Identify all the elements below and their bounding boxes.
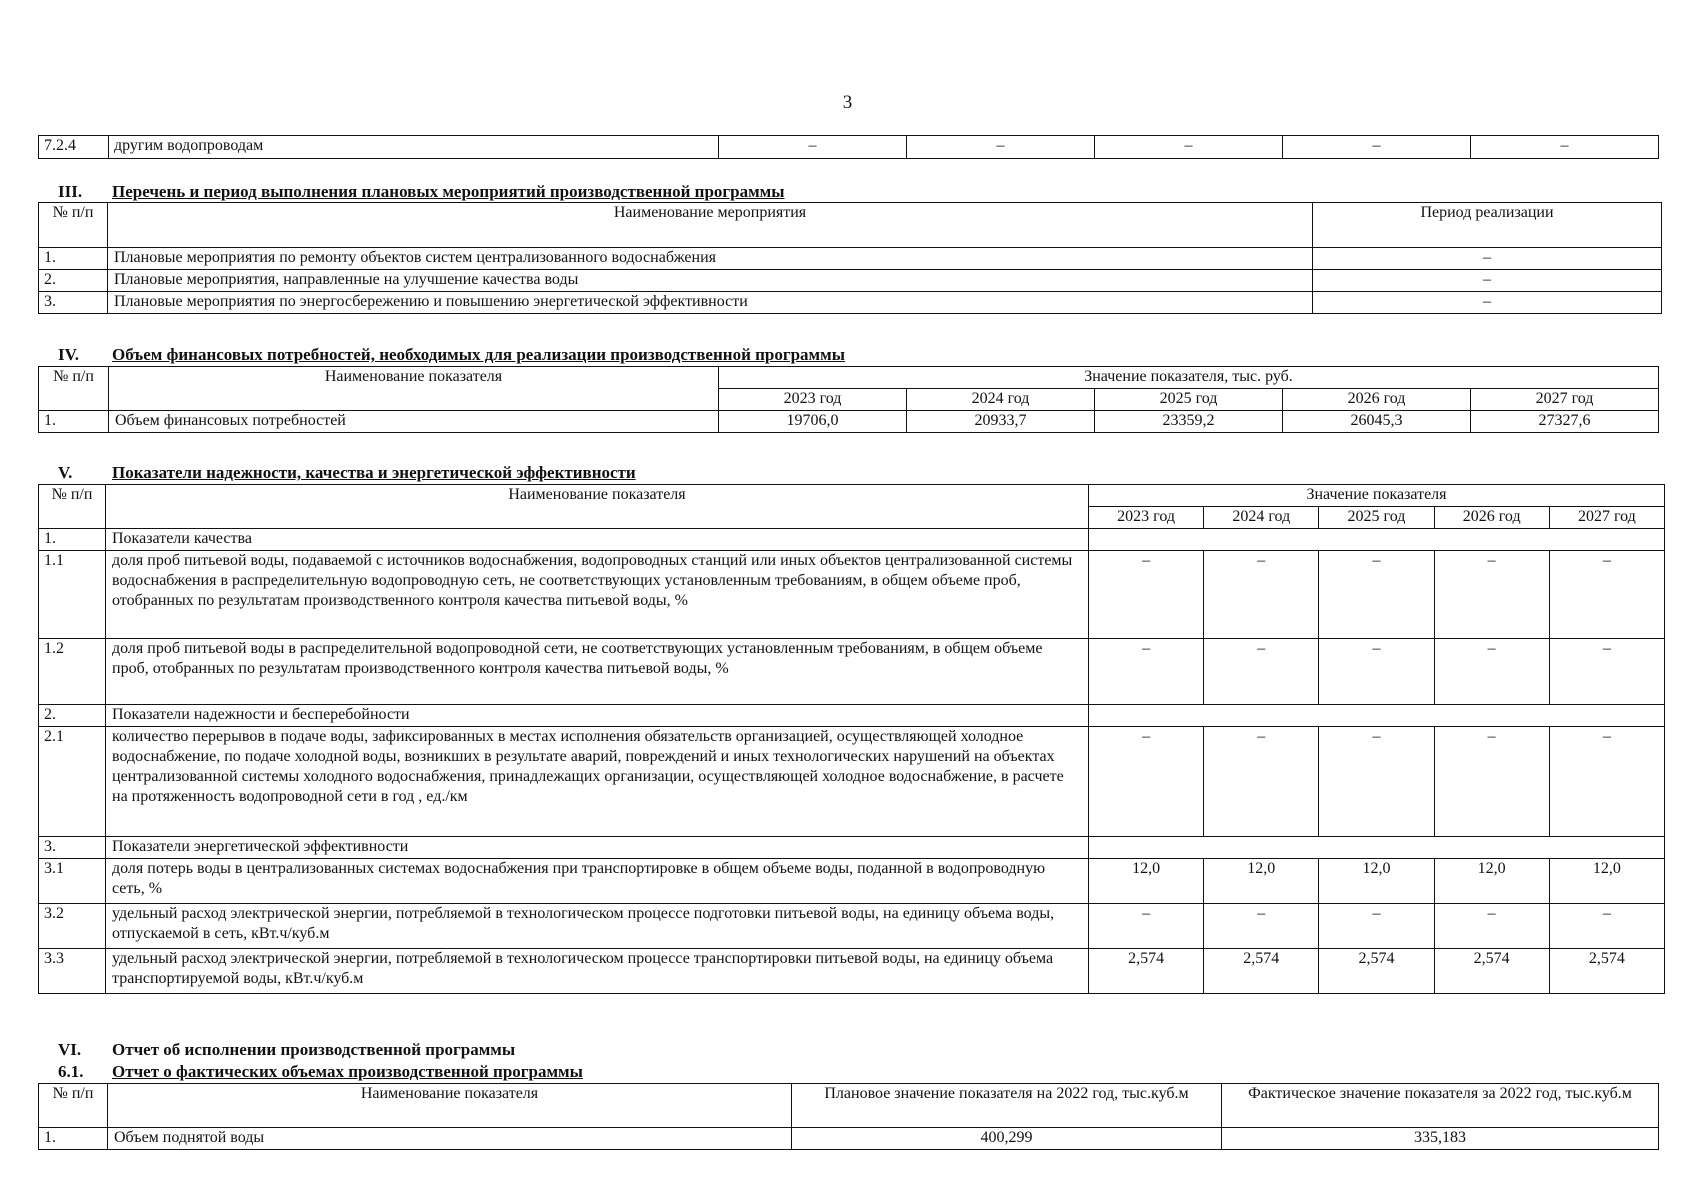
section-number: 6.1. [58, 1062, 84, 1081]
table-row [39, 1128, 1659, 1150]
section-6-1-heading [58, 1063, 583, 1081]
row-value: 2,574 [1434, 949, 1549, 994]
col-name-header: Наименование показателя [106, 485, 1089, 529]
row-value: – [1549, 904, 1664, 949]
section-number: V. [58, 463, 73, 482]
table-row [39, 705, 1665, 727]
row-name: доля потерь воды в централизованных системах водоснабжения при транспортировке в общем объеме воды, поданной в водопроводную сеть, % [106, 859, 1089, 904]
year-header: 2026 год [1283, 389, 1471, 411]
section-6-heading [58, 1041, 515, 1059]
col-num-header: № п/п [39, 485, 106, 529]
col-value-header: Значение показателя, тыс. руб. [719, 367, 1659, 389]
row-value: – [1319, 639, 1434, 705]
col-period-header: Период реализации [1313, 203, 1662, 248]
row-name: Объем финансовых потребностей [109, 411, 719, 433]
row-name: Плановые мероприятия по ремонту объектов систем централизованного водоснабжения [108, 248, 1313, 270]
row-value: – [1204, 904, 1319, 949]
row-num: 1. [39, 529, 106, 551]
section-number: IV. [58, 345, 79, 364]
section-number: VI. [58, 1040, 82, 1059]
col-num-header: № п/п [39, 367, 109, 411]
row-name: доля проб питьевой воды в распределительной водопроводной сети, не соответствующих установленным требованиям, в общем объеме проб, отобранных по результатам производственного контроля качества питьевой воды, % [106, 639, 1089, 705]
row-period: – [1313, 292, 1662, 314]
section-title: Отчет о фактических объемах производственной программы [112, 1062, 583, 1081]
year-header: 2023 год [1089, 507, 1204, 529]
row-value: 2,574 [1204, 949, 1319, 994]
row-name: количество перерывов в подаче воды, зафиксированных в местах исполнения обязательств организацией, осуществляющей холодное водоснабжение, по подаче холодной воды, возникших в результате аварий, повреждений и иных технологических нарушений на объектах централизованной системы холодного водоснабжения, принадлежащих организации, осуществляющей холодное водоснабжение, в расчете на протяженность водопроводной сети в год , ед./км [106, 727, 1089, 837]
row-name: удельный расход электрической энергии, потребляемой в технологическом процессе транспортировки питьевой воды, на единицу объема транспортируемой воды, кВт.ч/куб.м [106, 949, 1089, 994]
row-num: 2.1 [39, 727, 106, 837]
group-empty-cell [1089, 705, 1665, 727]
group-empty-cell [1089, 837, 1665, 859]
group-empty-cell [1089, 529, 1665, 551]
section-3-table [38, 202, 1662, 314]
row-value: – [907, 136, 1095, 159]
row-num: 1.2 [39, 639, 106, 705]
col-fact-header: Фактическое значение показателя за 2022 год, тыс.куб.м [1222, 1084, 1659, 1128]
table-row [39, 949, 1665, 994]
row-value: – [1549, 639, 1664, 705]
col-name-header: Наименование мероприятия [108, 203, 1313, 248]
table-row [39, 411, 1659, 433]
section-3-heading [58, 183, 785, 201]
year-header: 2027 год [1471, 389, 1659, 411]
row-name: Показатели надежности и бесперебойности [106, 705, 1089, 727]
row-value: 12,0 [1089, 859, 1204, 904]
table-row [39, 639, 1665, 705]
row-value: – [1434, 904, 1549, 949]
section-title: Показатели надежности, качества и энергетической эффективности [112, 463, 636, 482]
row-value: – [1204, 639, 1319, 705]
row-value: 23359,2 [1095, 411, 1283, 433]
row-num: 2. [39, 270, 108, 292]
section-title: Перечень и период выполнения плановых мероприятий производственной программы [112, 182, 785, 201]
row-period: – [1313, 270, 1662, 292]
section-title: Отчет об исполнении производственной программы [112, 1040, 516, 1059]
table-row [39, 248, 1662, 270]
row-period: – [1313, 248, 1662, 270]
page-number: 3 [842, 92, 853, 113]
row-name: Показатели энергетической эффективности [106, 837, 1089, 859]
section-5-table [38, 484, 1665, 994]
table-row [39, 727, 1665, 837]
section-number: III. [58, 182, 83, 201]
year-header: 2023 год [719, 389, 907, 411]
row-value: 19706,0 [719, 411, 907, 433]
year-header: 2027 год [1549, 507, 1664, 529]
row-value: – [1549, 727, 1664, 837]
row-value: – [1434, 727, 1549, 837]
row-name: Плановые мероприятия, направленные на улучшение качества воды [108, 270, 1313, 292]
col-name-header: Наименование показателя [109, 367, 719, 411]
section-6-1-table [38, 1083, 1659, 1150]
row-value: – [1095, 136, 1283, 159]
table-row [39, 292, 1662, 314]
year-header: 2026 год [1434, 507, 1549, 529]
row-num: 1. [39, 1128, 108, 1150]
table-row [39, 529, 1665, 551]
row-value: – [1283, 136, 1471, 159]
row-code: 7.2.4 [39, 136, 109, 159]
row-value: – [1471, 136, 1659, 159]
row-value: 27327,6 [1471, 411, 1659, 433]
table-row [39, 837, 1665, 859]
row-num: 3. [39, 837, 106, 859]
row-name: Показатели качества [106, 529, 1089, 551]
section-4-heading [58, 346, 845, 364]
row-value: – [1549, 551, 1664, 639]
row-name: Объем поднятой воды [108, 1128, 792, 1150]
row-num: 3.3 [39, 949, 106, 994]
row-value: – [719, 136, 907, 159]
col-plan-header: Плановое значение показателя на 2022 год, тыс.куб.м [792, 1084, 1222, 1128]
year-header: 2025 год [1095, 389, 1283, 411]
table-row [39, 904, 1665, 949]
row-value: – [1319, 904, 1434, 949]
top-row-table [38, 135, 1659, 159]
row-name: доля проб питьевой воды, подаваемой с источников водоснабжения, водопроводных станций или иных объектов централизованной системы водоснабжения в распределительную водопроводную сеть, не соответствующих установленным требованиям, в общем объеме проб, отобранных по результатам производственного контроля качества питьевой воды, % [106, 551, 1089, 639]
row-name: удельный расход электрической энергии, потребляемой в технологическом процессе подготовки питьевой воды, на единицу объема воды, отпускаемой в сеть, кВт.ч/куб.м [106, 904, 1089, 949]
row-num: 3. [39, 292, 108, 314]
year-header: 2024 год [907, 389, 1095, 411]
row-value: 26045,3 [1283, 411, 1471, 433]
row-value: – [1089, 551, 1204, 639]
table-row [39, 551, 1665, 639]
row-num: 1.1 [39, 551, 106, 639]
row-value: – [1434, 551, 1549, 639]
row-value: – [1089, 727, 1204, 837]
section-4-table [38, 366, 1659, 433]
row-value: 2,574 [1549, 949, 1664, 994]
row-value: 12,0 [1549, 859, 1664, 904]
row-num: 1. [39, 411, 109, 433]
row-value: 12,0 [1319, 859, 1434, 904]
col-name-header: Наименование показателя [108, 1084, 792, 1128]
section-5-heading [58, 464, 636, 482]
col-num-header: № п/п [39, 203, 108, 248]
row-num: 3.1 [39, 859, 106, 904]
row-value: – [1319, 727, 1434, 837]
row-value: 12,0 [1434, 859, 1549, 904]
row-value: – [1434, 639, 1549, 705]
row-value: – [1319, 551, 1434, 639]
row-value: 2,574 [1319, 949, 1434, 994]
col-num-header: № п/п [39, 1084, 108, 1128]
row-value: 20933,7 [907, 411, 1095, 433]
row-plan: 400,299 [792, 1128, 1222, 1150]
row-num: 1. [39, 248, 108, 270]
year-header: 2025 год [1319, 507, 1434, 529]
section-title: Объем финансовых потребностей, необходимых для реализации производственной программы [112, 345, 845, 364]
row-value: 2,574 [1089, 949, 1204, 994]
row-value: – [1204, 551, 1319, 639]
year-header: 2024 год [1204, 507, 1319, 529]
row-num: 3.2 [39, 904, 106, 949]
row-name: другим водопроводам [109, 136, 719, 159]
row-name: Плановые мероприятия по энергосбережению и повышению энергетической эффективности [108, 292, 1313, 314]
row-value: – [1089, 904, 1204, 949]
row-fact: 335,183 [1222, 1128, 1659, 1150]
col-value-header: Значение показателя [1089, 485, 1665, 507]
table-row [39, 270, 1662, 292]
row-value: – [1089, 639, 1204, 705]
row-num: 2. [39, 705, 106, 727]
row-value: – [1204, 727, 1319, 837]
table-row [39, 136, 1659, 159]
table-row [39, 859, 1665, 904]
row-value: 12,0 [1204, 859, 1319, 904]
